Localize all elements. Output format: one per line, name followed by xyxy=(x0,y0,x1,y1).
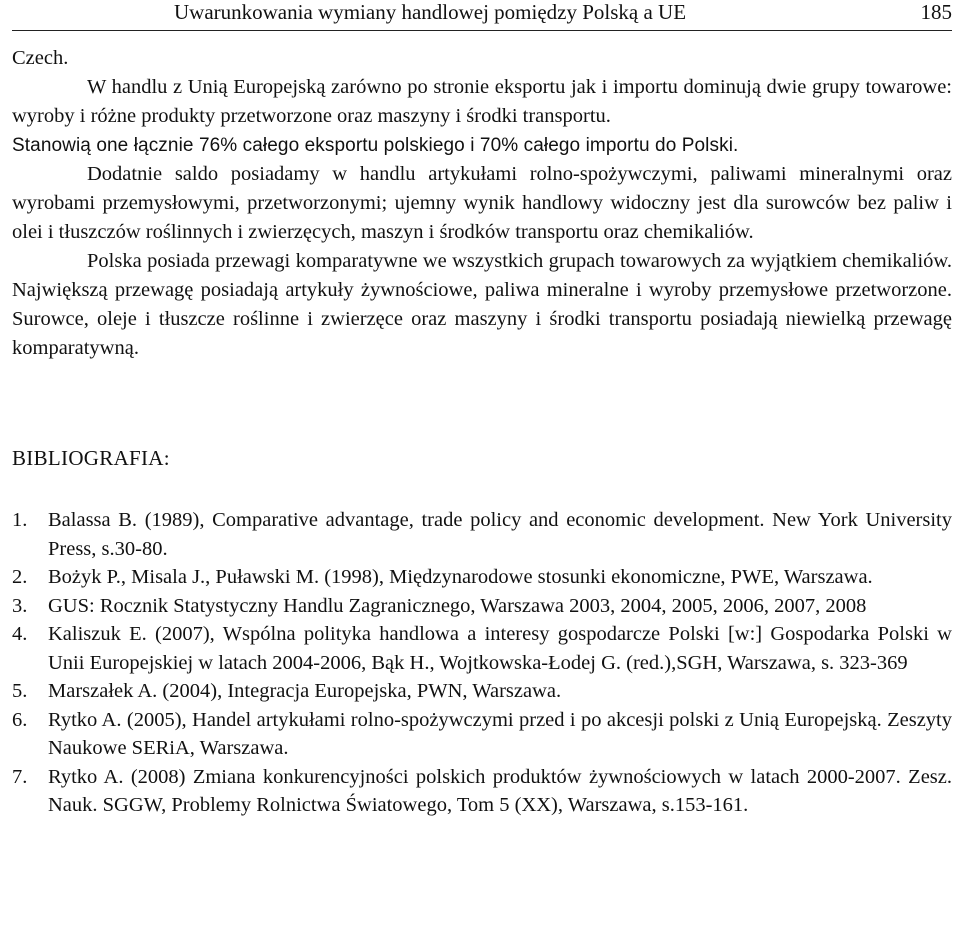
paragraph-comparative-advantage: Polska posiada przewagi komparatywne we wszystkich grupach towarowych za wyjątkiem chemikaliów. Największą przewagę posiadają artykuły żywnościowe, paliwa mineralne i wyroby przemysłowe przetworzone. Surowce, oleje i tłuszcze roślinne i zwierzęce oraz maszyny i środki transportu posiadają niewielką przewagę komparatywną. xyxy=(12,250,952,359)
bibliography-item-text: GUS: Rocznik Statystyczny Handlu Zagranicznego, Warszawa 2003, 2004, 2005, 2006, 2007, 2008 xyxy=(48,594,867,617)
bibliography-item-text: Kaliszuk E. (2007), Wspólna polityka handlowa a interesy gospodarcze Polski [w:] Gospodarka Polski w Unii Europejskiej w latach 2004-2006, Bąk H., Wojtkowska-Łodej G. (red.),SGH, Warszawa, s. 323-369 xyxy=(48,623,952,674)
bibliography-item-number: 6. xyxy=(12,708,28,731)
bibliography-item-number: 3. xyxy=(12,594,28,617)
paragraph-continuation: Czech. xyxy=(12,47,69,69)
bibliography-item-number: 2. xyxy=(12,566,28,588)
bibliography-item-number: 1. xyxy=(12,509,28,531)
bibliography-item xyxy=(12,677,952,706)
bibliography-item xyxy=(12,563,952,592)
bibliography-item-text: Rytko A. (2008) Zmiana konkurencyjności polskich produktów żywnościowych w latach 2000-2007. Zesz. Nauk. SGGW, Problemy Rolnictwa Światowego, Tom 5 (XX), Warszawa, s.153-161. xyxy=(48,765,952,816)
bibliography-item-text: Balassa B. (1989), Comparative advantage, trade policy and economic development. New York University Press, s.30-80. xyxy=(48,509,952,560)
body-text xyxy=(12,44,952,363)
bibliography-item-number: 4. xyxy=(12,623,28,645)
bibliography-item xyxy=(12,592,952,621)
running-header xyxy=(12,0,952,31)
bibliography-item-number: 7. xyxy=(12,765,28,788)
bibliography-item xyxy=(12,506,952,563)
paragraph-share-summary: Stanowią one łącznie 76% całego eksportu polskiego i 70% całego importu do Polski. xyxy=(12,135,739,156)
bibliography-item-text: Marszałek A. (2004), Integracja Europejska, PWN, Warszawa. xyxy=(48,680,562,702)
paragraph-trade-groups: W handlu z Unią Europejską zarówno po stronie eksportu jak i importu dominują dwie grupy towarowe: wyroby i różne produkty przetworzone oraz maszyny i środki transportu. xyxy=(12,76,952,127)
bibliography-item xyxy=(12,763,952,820)
bibliography-item xyxy=(12,706,952,763)
bibliography-list xyxy=(12,506,952,820)
page-number: 185 xyxy=(920,0,952,24)
bibliography-item-text: Rytko A. (2005), Handel artykułami rolno-spożywczymi przed i po akcesji polski z Unią Europejską. Zeszyty Naukowe SERiA, Warszawa. xyxy=(48,708,952,759)
bibliography-item-text: Bożyk P., Misala J., Puławski M. (1998), Międzynarodowe stosunki ekonomiczne, PWE, Warszawa. xyxy=(48,566,873,588)
bibliography-item-number: 5. xyxy=(12,680,28,702)
paragraph-trade-balance: Dodatnie saldo posiadamy w handlu artykułami rolno-spożywczymi, paliwami mineralnymi oraz wyrobami przemysłowymi, przetworzonymi; ujemny wynik handlowy widoczny jest dla surowców bez paliw i olei i tłuszczów roślinnych i zwierzęcych, maszyn i środków transportu oraz chemikaliów. xyxy=(12,163,952,243)
header-title: Uwarunkowania wymiany handlowej pomiędzy Polską a UE xyxy=(174,0,687,24)
document-page xyxy=(12,0,952,932)
bibliography-item xyxy=(12,620,952,677)
bibliography-heading: BIBLIOGRAFIA: xyxy=(12,446,170,470)
